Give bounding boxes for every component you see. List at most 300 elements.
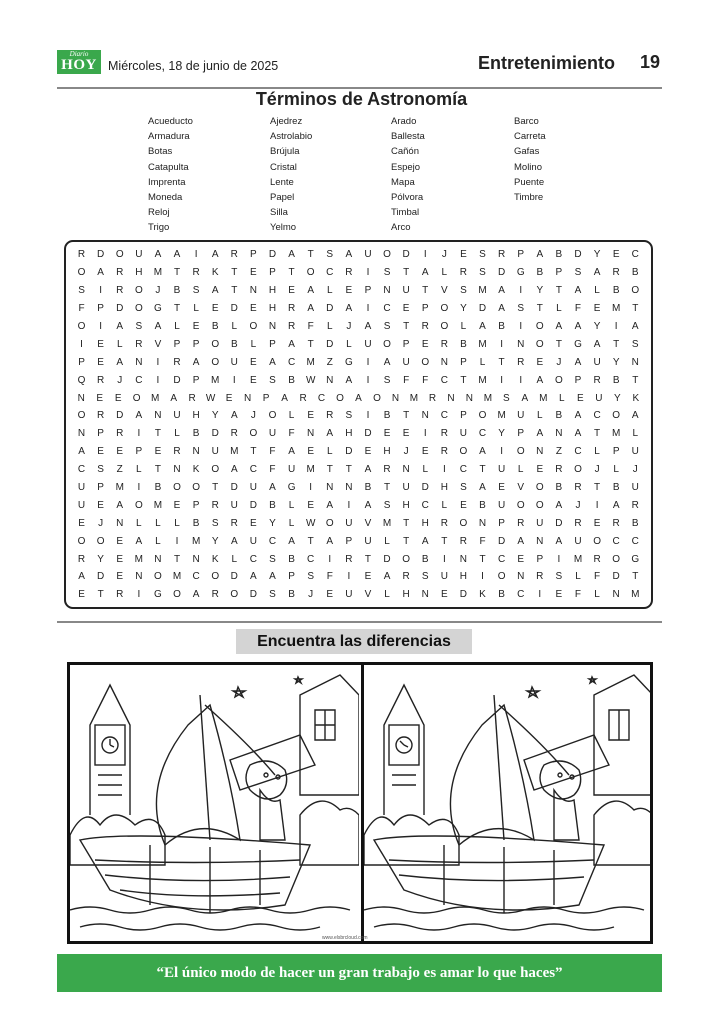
grid-letter: H bbox=[345, 428, 353, 440]
grid-letter: N bbox=[268, 321, 277, 332]
grid-letter: U bbox=[402, 285, 410, 297]
grid-letter: C bbox=[631, 249, 639, 261]
grid-letter: C bbox=[307, 553, 315, 565]
grid-letter: B bbox=[536, 267, 544, 279]
grid-letter: E bbox=[250, 303, 257, 315]
grid-letter: E bbox=[326, 589, 334, 601]
grid-letter: R bbox=[555, 464, 563, 476]
word-list-item: Armadura bbox=[148, 131, 190, 143]
grid-letter: C bbox=[317, 392, 326, 404]
grid-letter: B bbox=[498, 321, 505, 332]
grid-letter: V bbox=[154, 338, 162, 350]
word-list-item: Puente bbox=[514, 176, 545, 188]
grid-letter: A bbox=[421, 267, 429, 279]
grid-letter: K bbox=[211, 553, 219, 565]
grid-letter: T bbox=[422, 285, 429, 297]
grid-letter: N bbox=[536, 446, 544, 458]
grid-letter: L bbox=[346, 338, 352, 350]
grid-letter: A bbox=[326, 499, 334, 511]
grid-row bbox=[72, 514, 645, 532]
grid-letter: D bbox=[249, 499, 257, 511]
grid-letter: A bbox=[307, 285, 314, 297]
grid-letter: P bbox=[288, 571, 295, 583]
grid-letter: G bbox=[631, 553, 640, 565]
grid-letter: S bbox=[307, 571, 314, 583]
grid-letter: A bbox=[479, 446, 486, 458]
grid-letter: N bbox=[77, 428, 86, 440]
grid-letter: Z bbox=[326, 356, 333, 368]
grid-letter: A bbox=[288, 338, 295, 350]
grid-letter: T bbox=[594, 482, 601, 494]
grid-letter: Z bbox=[116, 464, 123, 476]
grid-letter: B bbox=[479, 499, 486, 511]
grid-letter: C bbox=[249, 464, 257, 476]
grid-letter: S bbox=[517, 303, 525, 315]
grid-letter: S bbox=[555, 571, 563, 583]
grid-letter: I bbox=[328, 553, 332, 565]
grid-letter: E bbox=[116, 535, 124, 547]
grid-letter: N bbox=[135, 571, 143, 583]
grid-letter: D bbox=[97, 571, 105, 583]
grid-letter: J bbox=[403, 446, 409, 458]
grid-letter: A bbox=[230, 535, 238, 547]
grid-row bbox=[72, 568, 645, 586]
grid-letter: A bbox=[517, 535, 525, 547]
grid-letter: B bbox=[421, 553, 429, 565]
grid-letter: A bbox=[612, 499, 620, 511]
grid-letter: A bbox=[135, 410, 143, 422]
grid-letter: R bbox=[612, 517, 620, 529]
grid-letter: D bbox=[345, 446, 353, 458]
grid-letter: P bbox=[97, 482, 104, 494]
grid-letter: B bbox=[631, 267, 639, 279]
grid-letter: U bbox=[440, 571, 448, 583]
grid-letter: H bbox=[192, 410, 200, 422]
grid-letter: B bbox=[288, 553, 295, 565]
grid-letter: T bbox=[403, 535, 410, 547]
grid-letter: A bbox=[116, 499, 124, 511]
grid-letter: A bbox=[326, 535, 334, 547]
grid-letter: R bbox=[173, 356, 181, 368]
grid-letter: A bbox=[574, 285, 582, 297]
grid-letter: O bbox=[77, 267, 86, 279]
grid-letter: J bbox=[632, 464, 638, 476]
grid-letter: I bbox=[519, 374, 523, 386]
grid-letter: I bbox=[500, 446, 503, 458]
grid-letter: O bbox=[478, 410, 487, 422]
grid-letter: U bbox=[77, 482, 86, 494]
grid-letter: E bbox=[440, 589, 448, 601]
grid-letter: R bbox=[428, 392, 437, 404]
grid-letter: E bbox=[78, 517, 85, 529]
grid-letter: E bbox=[97, 338, 104, 350]
grid-letter: O bbox=[77, 535, 86, 547]
grid-letter: Y bbox=[593, 249, 601, 261]
grid-letter: K bbox=[479, 589, 486, 601]
grid-letter: I bbox=[366, 410, 370, 422]
grid-letter: U bbox=[364, 535, 372, 547]
grid-letter: A bbox=[281, 392, 288, 404]
word-search-grid bbox=[64, 240, 653, 609]
grid-letter: R bbox=[77, 553, 86, 565]
grid-letter: I bbox=[366, 356, 370, 368]
grid-letter: M bbox=[478, 374, 487, 386]
grid-letter: T bbox=[307, 535, 314, 547]
grid-letter: P bbox=[262, 392, 270, 404]
grid-letter: B bbox=[612, 285, 620, 297]
grid-letter: S bbox=[345, 410, 353, 422]
grid-letter: A bbox=[421, 535, 429, 547]
grid-letter: B bbox=[631, 517, 639, 529]
logo-small-text: Diario bbox=[69, 50, 89, 58]
grid-letter: G bbox=[287, 482, 296, 494]
sailboat-illustration-left bbox=[70, 665, 359, 941]
grid-letter: E bbox=[536, 356, 544, 368]
grid-letter: O bbox=[134, 285, 143, 297]
grid-letter: A bbox=[383, 571, 391, 583]
grid-letter: F bbox=[403, 374, 410, 386]
grid-letter: N bbox=[326, 374, 334, 386]
grid-letter: N bbox=[154, 410, 162, 422]
grid-letter: S bbox=[574, 267, 582, 279]
grid-letter: T bbox=[555, 338, 562, 350]
grid-letter: L bbox=[116, 338, 123, 350]
grid-letter: I bbox=[519, 285, 523, 297]
grid-letter: D bbox=[230, 482, 238, 494]
grid-row bbox=[72, 282, 645, 300]
grid-letter: R bbox=[593, 553, 601, 565]
grid-letter: P bbox=[97, 428, 104, 440]
grid-letter: P bbox=[460, 356, 467, 368]
grid-letter: P bbox=[173, 338, 181, 350]
grid-letter: S bbox=[97, 464, 104, 476]
grid-letter: I bbox=[481, 571, 484, 583]
grid-row bbox=[72, 532, 645, 550]
grid-letter: N bbox=[517, 571, 525, 583]
grid-letter: U bbox=[173, 410, 181, 422]
grid-letter: E bbox=[250, 374, 257, 386]
grid-letter: M bbox=[483, 392, 493, 404]
grid-letter: I bbox=[156, 374, 160, 386]
grid-letter: O bbox=[535, 482, 544, 494]
grid-letter: R bbox=[612, 267, 620, 279]
grid-letter: U bbox=[631, 446, 639, 458]
grid-letter: O bbox=[154, 571, 162, 583]
grid-letter: M bbox=[230, 446, 239, 458]
grid-letter: M bbox=[153, 499, 163, 511]
sailboat-illustration-right bbox=[364, 665, 650, 941]
grid-letter: R bbox=[345, 553, 353, 565]
grid-letter: H bbox=[402, 589, 410, 601]
grid-letter: L bbox=[288, 410, 295, 422]
grid-row bbox=[72, 586, 645, 604]
grid-letter: U bbox=[536, 517, 544, 529]
grid-letter: R bbox=[116, 267, 124, 279]
grid-letter: A bbox=[574, 356, 582, 368]
grid-letter: R bbox=[116, 589, 124, 601]
grid-letter: C bbox=[631, 535, 639, 547]
grid-letter: I bbox=[614, 321, 618, 332]
grid-letter: H bbox=[421, 517, 429, 529]
grid-letter: C bbox=[326, 267, 334, 279]
grid-letter: V bbox=[364, 517, 372, 529]
grid-letter: G bbox=[516, 267, 525, 279]
grid-letter: B bbox=[173, 285, 181, 297]
grid-letter: O bbox=[612, 553, 621, 565]
grid-letter: H bbox=[135, 267, 143, 279]
grid-letter: H bbox=[459, 571, 468, 583]
grid-letter: O bbox=[173, 589, 181, 601]
grid-letter: R bbox=[440, 338, 448, 350]
grid-letter: R bbox=[593, 374, 601, 386]
grid-letter: N bbox=[326, 482, 334, 494]
grid-letter: B bbox=[460, 338, 467, 350]
grid-letter: E bbox=[307, 446, 314, 458]
word-list-item: Pólvora bbox=[391, 191, 424, 203]
grid-letter: Y bbox=[612, 356, 620, 368]
grid-letter: C bbox=[593, 410, 601, 422]
word-list-item: Brújula bbox=[270, 146, 300, 158]
grid-letter: L bbox=[231, 553, 238, 565]
grid-letter: R bbox=[459, 267, 468, 279]
grid-letter: A bbox=[593, 338, 601, 350]
grid-letter: S bbox=[631, 338, 639, 350]
grid-letter: E bbox=[421, 446, 429, 458]
grid-letter: A bbox=[116, 356, 124, 368]
grid-letter: O bbox=[211, 571, 220, 583]
grid-letter: U bbox=[230, 499, 238, 511]
grid-letter: A bbox=[498, 285, 505, 297]
grid-letter: C bbox=[421, 499, 429, 511]
grid-letter: L bbox=[136, 464, 142, 476]
grid-letter: M bbox=[478, 338, 487, 350]
grid-letter: A bbox=[479, 482, 486, 494]
word-list-item: Acueducto bbox=[148, 116, 193, 127]
grid-letter: B bbox=[192, 428, 200, 440]
grid-letter: L bbox=[632, 428, 639, 440]
grid-letter: D bbox=[173, 374, 181, 386]
grid-letter: D bbox=[249, 589, 257, 601]
grid-letter: P bbox=[345, 535, 353, 547]
grid-letter: A bbox=[536, 374, 544, 386]
grid-letter: J bbox=[346, 321, 352, 332]
grid-letter: T bbox=[383, 482, 391, 494]
grid-letter: B bbox=[288, 374, 295, 386]
grid-letter: R bbox=[230, 249, 238, 261]
word-list-item: Botas bbox=[148, 146, 173, 158]
grid-letter: E bbox=[460, 499, 467, 511]
grid-letter: U bbox=[517, 410, 525, 422]
grid-letter: E bbox=[97, 446, 104, 458]
grid-letter: A bbox=[555, 499, 563, 511]
grid-letter: T bbox=[632, 374, 639, 386]
grid-letter: C bbox=[478, 428, 487, 440]
differences-image-right bbox=[361, 665, 650, 941]
grid-letter: E bbox=[114, 392, 122, 404]
grid-letter: C bbox=[612, 535, 620, 547]
grid-letter: F bbox=[78, 303, 85, 315]
grid-letter: A bbox=[383, 356, 391, 368]
grid-letter: A bbox=[192, 589, 200, 601]
word-list-item: Cañón bbox=[391, 146, 419, 158]
differences-frame bbox=[67, 662, 653, 944]
grid-letter: N bbox=[402, 464, 410, 476]
grid-letter: M bbox=[306, 356, 315, 368]
grid-letter: M bbox=[115, 482, 124, 494]
grid-letter: O bbox=[421, 356, 430, 368]
grid-letter: I bbox=[80, 338, 83, 350]
grid-letter: B bbox=[498, 589, 505, 601]
grid-letter: E bbox=[402, 303, 410, 315]
section-title: Entretenimiento bbox=[478, 53, 616, 73]
grid-letter: I bbox=[595, 499, 599, 511]
grid-letter: O bbox=[211, 464, 220, 476]
grid-letter: S bbox=[78, 285, 85, 297]
grid-letter: O bbox=[612, 410, 621, 422]
grid-letter: I bbox=[137, 482, 141, 494]
grid-letter: I bbox=[194, 249, 198, 261]
grid-letter: O bbox=[373, 392, 381, 404]
grid-row bbox=[72, 335, 645, 353]
grid-letter: A bbox=[593, 267, 601, 279]
grid-letter: P bbox=[192, 374, 200, 386]
grid-letter: T bbox=[460, 374, 467, 386]
grid-letter: C bbox=[135, 374, 143, 386]
grid-letter: F bbox=[574, 303, 582, 315]
newspaper-logo bbox=[57, 50, 101, 74]
grid-letter: R bbox=[326, 410, 334, 422]
section-divider bbox=[57, 621, 662, 623]
word-list-item: Ajedrez bbox=[270, 116, 303, 127]
grid-letter: B bbox=[555, 482, 563, 494]
grid-letter: P bbox=[460, 410, 467, 422]
word-list-item: Gafas bbox=[514, 146, 540, 158]
grid-letter: A bbox=[536, 249, 544, 261]
grid-letter: A bbox=[364, 464, 372, 476]
grid-letter: L bbox=[537, 410, 543, 422]
grid-letter: O bbox=[134, 499, 143, 511]
grid-letter: O bbox=[230, 589, 239, 601]
grid-letter: B bbox=[612, 374, 620, 386]
grid-row bbox=[72, 353, 645, 371]
grid-letter: T bbox=[632, 571, 639, 583]
grid-letter: A bbox=[631, 410, 639, 422]
grid-letter: O bbox=[402, 553, 411, 565]
grid-letter: B bbox=[269, 499, 276, 511]
grid-letter: M bbox=[612, 303, 621, 315]
grid-letter: E bbox=[250, 356, 257, 368]
differences-image-left bbox=[70, 665, 359, 941]
grid-letter: N bbox=[383, 285, 391, 297]
image-credit: www.elsbrcloud.com bbox=[322, 935, 368, 941]
grid-letter: U bbox=[402, 356, 410, 368]
grid-letter: M bbox=[172, 571, 182, 583]
grid-row bbox=[72, 389, 645, 407]
grid-letter: B bbox=[154, 482, 162, 494]
grid-letter: S bbox=[383, 267, 391, 279]
grid-letter: I bbox=[99, 285, 103, 297]
grid-letter: Y bbox=[269, 517, 276, 529]
grid-letter: R bbox=[440, 446, 448, 458]
grid-row bbox=[72, 246, 645, 264]
grid-letter: Y bbox=[211, 535, 219, 547]
grid-letter: K bbox=[192, 464, 200, 476]
grid-letter: D bbox=[97, 249, 105, 261]
grid-letter: U bbox=[459, 428, 468, 440]
grid-letter: O bbox=[574, 464, 582, 476]
grid-letter: O bbox=[211, 338, 220, 350]
grid-letter: D bbox=[478, 303, 487, 315]
grid-letter: T bbox=[479, 553, 486, 565]
grid-letter: L bbox=[136, 517, 142, 529]
grid-letter: D bbox=[116, 410, 124, 422]
grid-letter: N bbox=[447, 392, 455, 404]
grid-letter: U bbox=[593, 356, 601, 368]
grid-letter: D bbox=[230, 571, 238, 583]
grid-letter: D bbox=[555, 517, 563, 529]
grid-letter: A bbox=[97, 267, 104, 279]
grid-letter: T bbox=[326, 464, 333, 476]
grid-letter: R bbox=[440, 428, 448, 440]
grid-letter: I bbox=[366, 267, 370, 279]
grid-letter: D bbox=[497, 267, 506, 279]
grid-letter: T bbox=[613, 338, 620, 350]
grid-letter: I bbox=[500, 374, 503, 386]
grid-letter: R bbox=[574, 517, 582, 529]
word-list-item: Yelmo bbox=[270, 222, 297, 234]
grid-letter: G bbox=[154, 589, 162, 601]
grid-letter: J bbox=[556, 356, 562, 368]
grid-letter: O bbox=[383, 249, 391, 261]
word-list-item: Reloj bbox=[148, 207, 170, 219]
grid-letter: E bbox=[576, 392, 584, 404]
grid-letter: O bbox=[132, 392, 141, 404]
grid-letter: P bbox=[612, 446, 620, 458]
grid-letter: N bbox=[612, 589, 620, 601]
grid-letter: J bbox=[308, 589, 314, 601]
grid-letter: L bbox=[594, 285, 600, 297]
grid-letter: O bbox=[555, 374, 563, 386]
grid-letter: O bbox=[440, 321, 449, 332]
grid-letter: I bbox=[366, 374, 370, 386]
grid-letter: E bbox=[116, 553, 124, 565]
grid-letter: U bbox=[364, 338, 372, 350]
grid-letter: O bbox=[459, 517, 468, 529]
grid-letter: O bbox=[535, 338, 544, 350]
grid-letter: K bbox=[632, 392, 640, 404]
grid-letter: T bbox=[307, 338, 314, 350]
grid-letter: A bbox=[154, 321, 162, 332]
grid-letter: O bbox=[459, 446, 468, 458]
grid-letter: S bbox=[383, 374, 391, 386]
grid-letter: N bbox=[421, 410, 429, 422]
grid-letter: T bbox=[288, 267, 295, 279]
grid-letter: R bbox=[517, 356, 525, 368]
grid-letter: E bbox=[307, 499, 314, 511]
grid-letter: B bbox=[211, 321, 219, 332]
grid-letter: H bbox=[268, 285, 277, 297]
grid-row bbox=[72, 407, 645, 425]
grid-letter: E bbox=[250, 267, 257, 279]
grid-letter: E bbox=[225, 392, 233, 404]
grid-letter: U bbox=[497, 499, 506, 511]
grid-letter: R bbox=[440, 517, 448, 529]
grid-letter: M bbox=[573, 553, 583, 565]
grid-letter: L bbox=[384, 535, 390, 547]
grid-letter: Y bbox=[498, 428, 505, 440]
grid-letter: S bbox=[269, 374, 276, 386]
grid-letter: E bbox=[364, 571, 372, 583]
